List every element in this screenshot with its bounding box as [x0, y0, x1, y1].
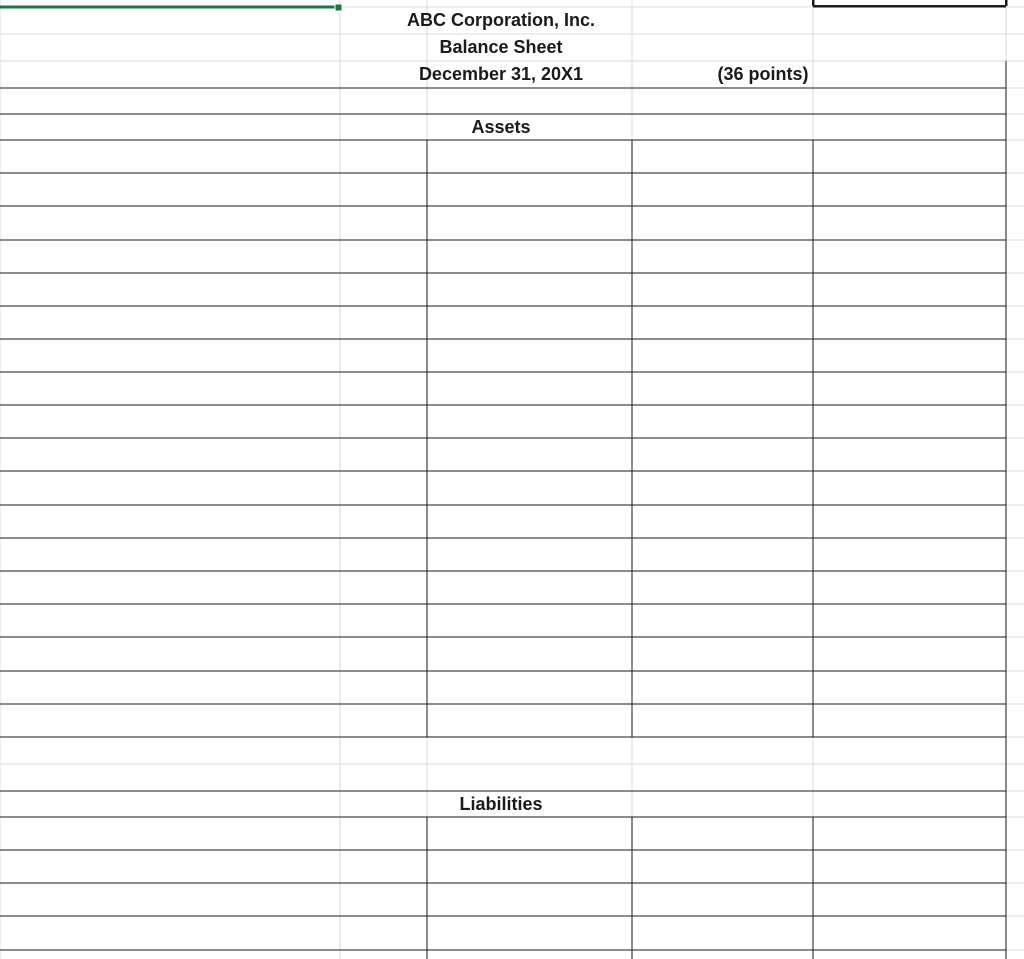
table-cell[interactable] [813, 438, 1006, 471]
table-cell[interactable] [340, 240, 427, 273]
table-cell[interactable] [427, 339, 632, 372]
table-cell[interactable] [813, 817, 1006, 850]
table-cell[interactable] [632, 140, 813, 173]
table-cell[interactable] [632, 339, 813, 372]
table-cell[interactable] [632, 704, 813, 737]
table-cell[interactable] [340, 916, 427, 950]
table-cell[interactable] [813, 883, 1006, 916]
table-cell[interactable] [632, 438, 813, 471]
table-cell[interactable] [0, 306, 340, 339]
table-cell[interactable] [813, 916, 1006, 950]
table-cell[interactable] [0, 240, 340, 273]
table-cell[interactable] [813, 273, 1006, 306]
table-cell[interactable] [813, 339, 1006, 372]
table-cell[interactable] [427, 306, 632, 339]
table-cell[interactable] [632, 671, 813, 704]
table-cell[interactable] [427, 438, 632, 471]
table-cell[interactable] [632, 372, 813, 405]
table-cell[interactable] [340, 604, 427, 637]
table-cell[interactable] [340, 405, 427, 438]
table-cell[interactable] [813, 604, 1006, 637]
table-cell[interactable] [813, 372, 1006, 405]
table-cell[interactable] [632, 850, 813, 883]
table-cell[interactable] [632, 240, 813, 273]
table-cell[interactable] [813, 140, 1006, 173]
table-cell[interactable] [0, 173, 340, 206]
table-cell[interactable] [632, 538, 813, 571]
table-cell[interactable] [0, 140, 340, 173]
table-cell[interactable] [632, 471, 813, 505]
table-cell[interactable] [340, 817, 427, 850]
table-cell[interactable] [427, 505, 632, 538]
table-cell[interactable] [813, 405, 1006, 438]
table-cell[interactable] [632, 604, 813, 637]
table-cell[interactable] [813, 571, 1006, 604]
table-cell[interactable] [340, 471, 427, 505]
table-cell[interactable] [427, 273, 632, 306]
table-cell[interactable] [340, 850, 427, 883]
table-cell[interactable] [0, 850, 340, 883]
table-cell[interactable] [427, 405, 632, 438]
assets-section-header[interactable]: Assets [471, 117, 531, 137]
table-cell[interactable] [813, 173, 1006, 206]
table-cell[interactable] [340, 671, 427, 704]
liabilities-section-header[interactable]: Liabilities [459, 794, 543, 814]
table-cell[interactable] [340, 173, 427, 206]
table-cell[interactable] [427, 604, 632, 637]
table-cell[interactable] [632, 173, 813, 206]
table-cell[interactable] [0, 405, 340, 438]
table-cell[interactable] [340, 571, 427, 604]
table-cell[interactable] [427, 471, 632, 505]
company-name-cell[interactable]: ABC Corporation, Inc. [407, 10, 595, 30]
table-cell[interactable] [813, 637, 1006, 671]
table-cell[interactable] [340, 538, 427, 571]
table-cell[interactable] [427, 883, 632, 916]
table-cell[interactable] [427, 916, 632, 950]
table-cell[interactable] [340, 372, 427, 405]
table-cell[interactable] [340, 883, 427, 916]
table-cell[interactable] [632, 817, 813, 850]
table-cell[interactable] [0, 273, 340, 306]
table-cell[interactable] [427, 571, 632, 604]
table-cell[interactable] [0, 505, 340, 538]
document-title-cell[interactable]: Balance Sheet [439, 37, 563, 57]
table-cell[interactable] [427, 637, 632, 671]
table-cell[interactable] [0, 704, 340, 737]
table-cell[interactable] [340, 140, 427, 173]
table-cell[interactable] [632, 637, 813, 671]
date-cell[interactable]: December 31, 20X1 [418, 64, 584, 84]
table-cell[interactable] [813, 240, 1006, 273]
table-cell[interactable] [427, 704, 632, 737]
table-cell[interactable] [813, 538, 1006, 571]
table-cell[interactable] [0, 538, 340, 571]
table-cell[interactable] [0, 671, 340, 704]
table-cell[interactable] [813, 505, 1006, 538]
table-cell[interactable] [813, 471, 1006, 505]
table-cell[interactable] [632, 405, 813, 438]
table-cell[interactable] [0, 637, 340, 671]
table-cell[interactable] [0, 916, 340, 950]
table-cell[interactable] [0, 883, 340, 916]
table-cell[interactable] [427, 817, 632, 850]
table-cell[interactable] [340, 206, 427, 240]
table-cell[interactable] [0, 438, 340, 471]
table-cell[interactable] [0, 571, 340, 604]
table-cell[interactable] [340, 339, 427, 372]
table-cell[interactable] [340, 637, 427, 671]
table-cell[interactable] [813, 306, 1006, 339]
table-cell[interactable] [427, 240, 632, 273]
table-cell[interactable] [813, 704, 1006, 737]
table-cell[interactable] [0, 471, 340, 505]
table-cell[interactable] [632, 273, 813, 306]
table-cell[interactable] [427, 850, 632, 883]
table-cell[interactable] [632, 306, 813, 339]
table-cell[interactable] [340, 704, 427, 737]
table-cell[interactable] [427, 140, 632, 173]
table-cell[interactable] [340, 273, 427, 306]
table-cell[interactable] [0, 372, 340, 405]
points-note-cell[interactable]: (36 points) [717, 64, 809, 84]
table-cell[interactable] [340, 306, 427, 339]
table-cell[interactable] [632, 505, 813, 538]
table-cell[interactable] [427, 206, 632, 240]
table-cell[interactable] [340, 505, 427, 538]
table-cell[interactable] [813, 850, 1006, 883]
table-cell[interactable] [427, 671, 632, 704]
table-cell[interactable] [427, 173, 632, 206]
table-cell[interactable] [427, 538, 632, 571]
table-cell[interactable] [632, 883, 813, 916]
table-cell[interactable] [632, 206, 813, 240]
table-cell[interactable] [813, 206, 1006, 240]
table-cell[interactable] [427, 372, 632, 405]
table-cell[interactable] [632, 571, 813, 604]
table-cell[interactable] [0, 604, 340, 637]
table-cell[interactable] [0, 339, 340, 372]
table-cell[interactable] [340, 438, 427, 471]
table-cell[interactable] [0, 817, 340, 850]
table-cell[interactable] [813, 671, 1006, 704]
table-cell[interactable] [0, 206, 340, 240]
active-cell-selection [0, 4, 342, 11]
table-cell[interactable] [632, 916, 813, 950]
